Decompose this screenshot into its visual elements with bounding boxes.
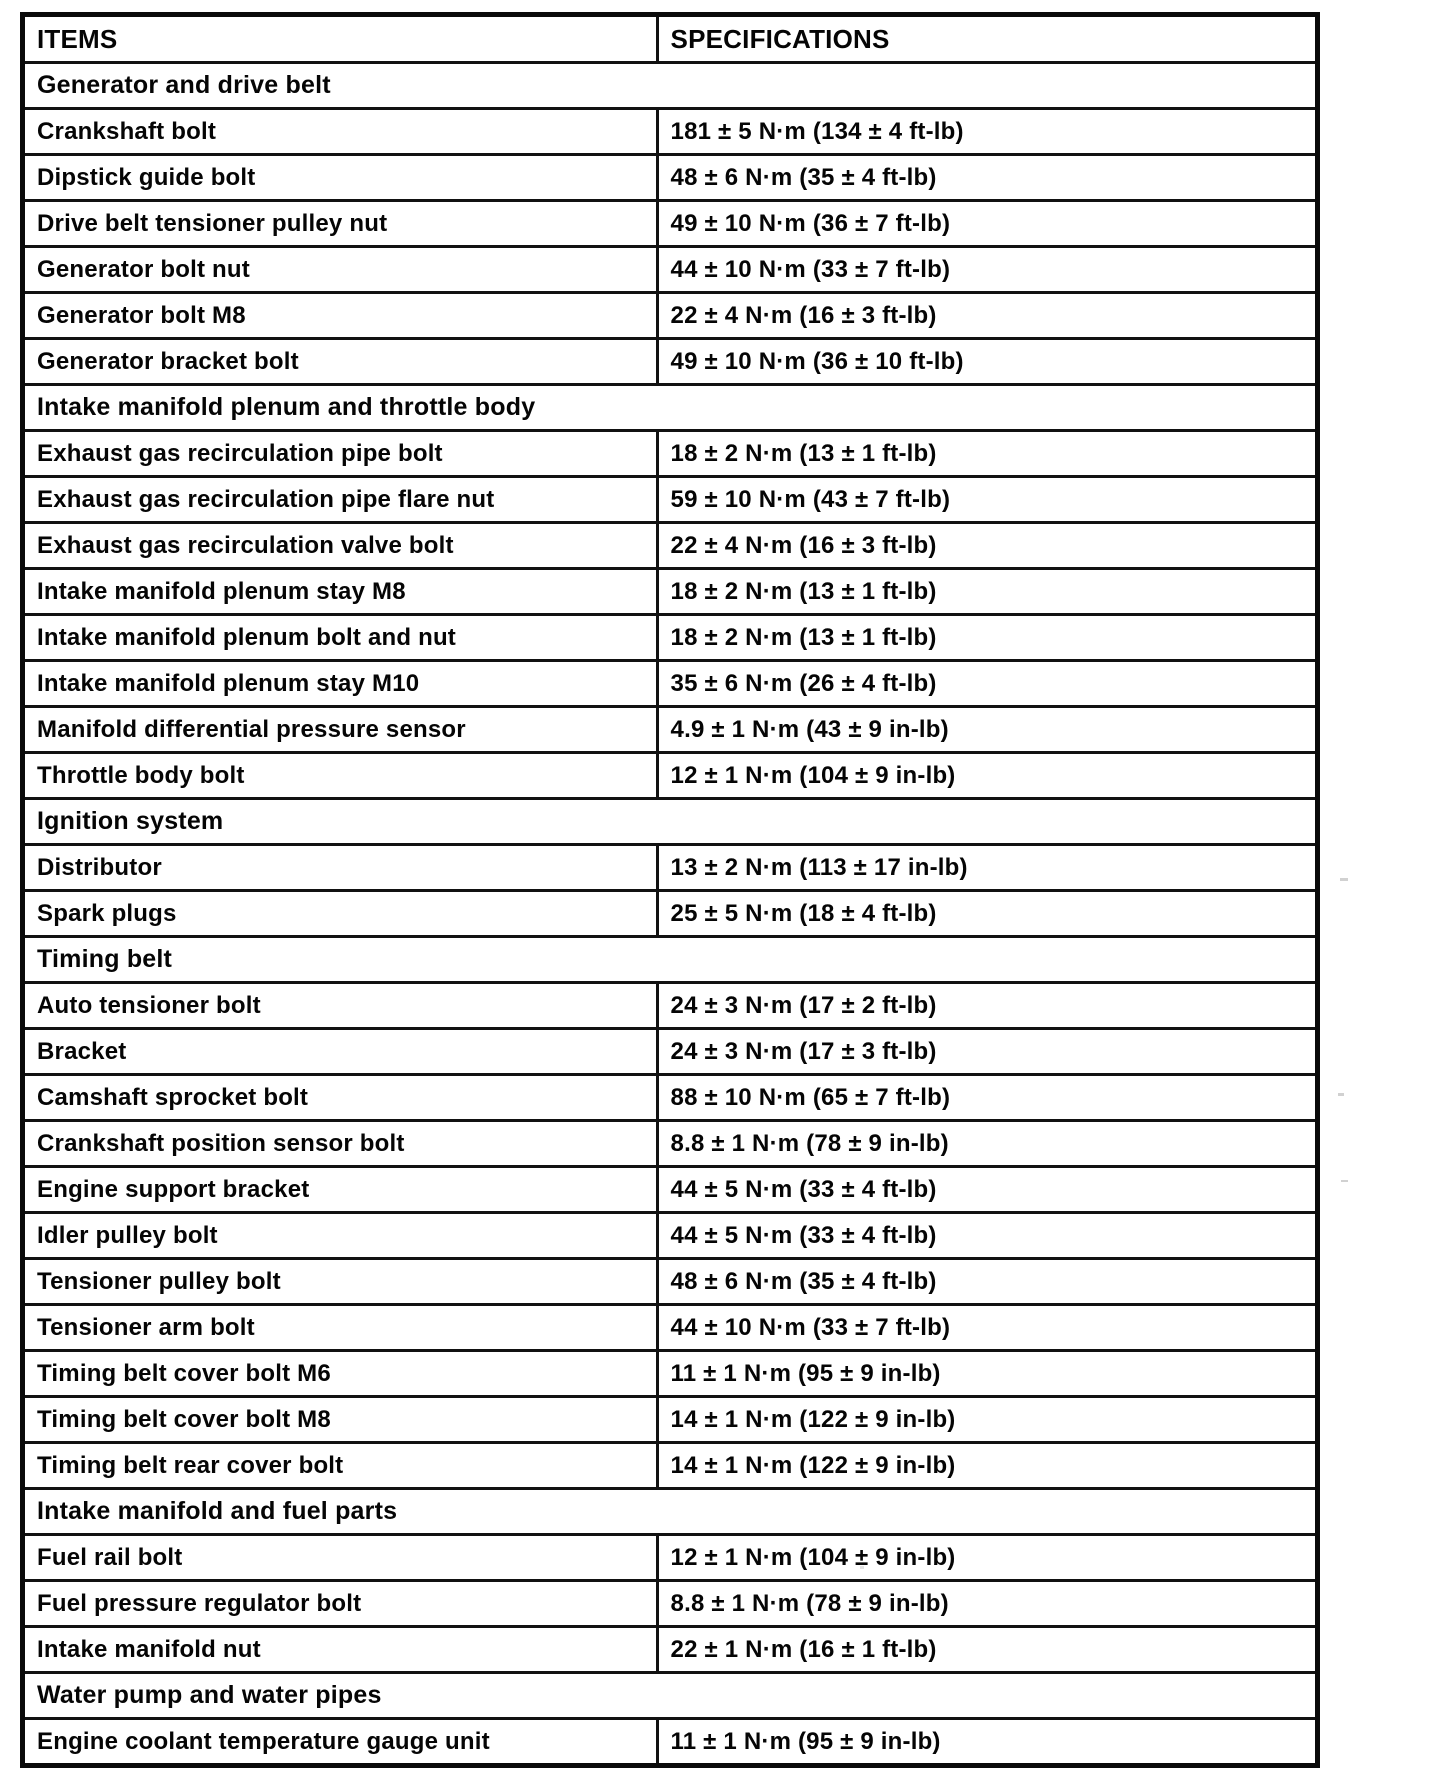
table-row [23, 1213, 1318, 1259]
spec-cell: 12 ± 1 N·m (104 ± 9 in-lb) [657, 1535, 1317, 1581]
section-title: Generator and drive belt [23, 63, 1318, 109]
table-row [23, 247, 1318, 293]
spec-cell: 24 ± 3 N·m (17 ± 2 ft-lb) [657, 983, 1317, 1029]
spec-cell: 25 ± 5 N·m (18 ± 4 ft-lb) [657, 891, 1317, 937]
item-cell: Intake manifold plenum stay M8 [23, 569, 658, 615]
table-row [23, 661, 1318, 707]
header-row [23, 15, 1318, 63]
item-cell: Timing belt cover bolt M8 [23, 1397, 658, 1443]
item-cell: Generator bolt M8 [23, 293, 658, 339]
spec-cell: 18 ± 2 N·m (13 ± 1 ft-lb) [657, 569, 1317, 615]
item-cell: Spark plugs [23, 891, 658, 937]
item-cell: Engine coolant temperature gauge unit [23, 1719, 658, 1766]
spec-cell: 8.8 ± 1 N·m (78 ± 9 in-lb) [657, 1581, 1317, 1627]
table-header [23, 15, 1318, 63]
table-row [23, 707, 1318, 753]
spec-cell: 11 ± 1 N·m (95 ± 9 in-lb) [657, 1351, 1317, 1397]
table-row [23, 753, 1318, 799]
item-cell: Timing belt cover bolt M6 [23, 1351, 658, 1397]
item-cell: Manifold differential pressure sensor [23, 707, 658, 753]
item-cell: Intake manifold nut [23, 1627, 658, 1673]
table-row [23, 155, 1318, 201]
item-cell: Tensioner arm bolt [23, 1305, 658, 1351]
section-title: Intake manifold plenum and throttle body [23, 385, 1318, 431]
item-cell: Exhaust gas recirculation valve bolt [23, 523, 658, 569]
table-row [23, 1719, 1318, 1766]
table-row [23, 293, 1318, 339]
spec-cell: 35 ± 6 N·m (26 ± 4 ft-lb) [657, 661, 1317, 707]
spec-cell: 59 ± 10 N·m (43 ± 7 ft-lb) [657, 477, 1317, 523]
document-page [20, 12, 1320, 1768]
item-cell: Idler pulley bolt [23, 1213, 658, 1259]
items-column-header: ITEMS [23, 15, 658, 63]
table-row [23, 201, 1318, 247]
scan-artifact [860, 1566, 864, 1569]
spec-cell: 44 ± 5 N·m (33 ± 4 ft-lb) [657, 1213, 1317, 1259]
spec-cell: 18 ± 2 N·m (13 ± 1 ft-lb) [657, 615, 1317, 661]
spec-cell: 18 ± 2 N·m (13 ± 1 ft-lb) [657, 431, 1317, 477]
item-cell: Bracket [23, 1029, 658, 1075]
spec-cell: 22 ± 1 N·m (16 ± 1 ft-lb) [657, 1627, 1317, 1673]
table-row [23, 1443, 1318, 1489]
item-cell: Intake manifold plenum stay M10 [23, 661, 658, 707]
specifications-column-header: SPECIFICATIONS [657, 15, 1317, 63]
table-row [23, 615, 1318, 661]
section-title: Intake manifold and fuel parts [23, 1489, 1318, 1535]
section-header-row [23, 937, 1318, 983]
spec-cell: 44 ± 5 N·m (33 ± 4 ft-lb) [657, 1167, 1317, 1213]
table-row [23, 1167, 1318, 1213]
section-title: Timing belt [23, 937, 1318, 983]
item-cell: Crankshaft position sensor bolt [23, 1121, 658, 1167]
section-header-row [23, 1489, 1318, 1535]
item-cell: Crankshaft bolt [23, 109, 658, 155]
table-row [23, 983, 1318, 1029]
spec-cell: 48 ± 6 N·m (35 ± 4 ft-lb) [657, 155, 1317, 201]
table-row [23, 1075, 1318, 1121]
spec-cell: 24 ± 3 N·m (17 ± 3 ft-lb) [657, 1029, 1317, 1075]
item-cell: Generator bolt nut [23, 247, 658, 293]
table-row [23, 1029, 1318, 1075]
torque-spec-table [20, 12, 1320, 1768]
spec-cell: 88 ± 10 N·m (65 ± 7 ft-lb) [657, 1075, 1317, 1121]
item-cell: Fuel pressure regulator bolt [23, 1581, 658, 1627]
item-cell: Fuel rail bolt [23, 1535, 658, 1581]
section-header-row [23, 799, 1318, 845]
spec-cell: 11 ± 1 N·m (95 ± 9 in-lb) [657, 1719, 1317, 1766]
table-row [23, 339, 1318, 385]
table-row [23, 431, 1318, 477]
spec-cell: 49 ± 10 N·m (36 ± 7 ft-lb) [657, 201, 1317, 247]
table-row [23, 1351, 1318, 1397]
spec-cell: 22 ± 4 N·m (16 ± 3 ft-lb) [657, 293, 1317, 339]
scan-artifact [1340, 878, 1348, 881]
item-cell: Generator bracket bolt [23, 339, 658, 385]
table-row [23, 1259, 1318, 1305]
table-row [23, 523, 1318, 569]
spec-cell: 14 ± 1 N·m (122 ± 9 in-lb) [657, 1397, 1317, 1443]
table-row [23, 845, 1318, 891]
section-header-row [23, 1673, 1318, 1719]
table-row [23, 891, 1318, 937]
table-row [23, 477, 1318, 523]
table-row [23, 1535, 1318, 1581]
spec-cell: 13 ± 2 N·m (113 ± 17 in-lb) [657, 845, 1317, 891]
scan-artifact [1341, 1180, 1348, 1182]
scan-artifact [1338, 1093, 1344, 1096]
spec-cell: 181 ± 5 N·m (134 ± 4 ft-lb) [657, 109, 1317, 155]
table-row [23, 109, 1318, 155]
table-row [23, 1305, 1318, 1351]
item-cell: Engine support bracket [23, 1167, 658, 1213]
spec-cell: 48 ± 6 N·m (35 ± 4 ft-lb) [657, 1259, 1317, 1305]
spec-cell: 12 ± 1 N·m (104 ± 9 in-lb) [657, 753, 1317, 799]
section-title: Water pump and water pipes [23, 1673, 1318, 1719]
spec-cell: 4.9 ± 1 N·m (43 ± 9 in-lb) [657, 707, 1317, 753]
item-cell: Exhaust gas recirculation pipe flare nut [23, 477, 658, 523]
item-cell: Exhaust gas recirculation pipe bolt [23, 431, 658, 477]
item-cell: Drive belt tensioner pulley nut [23, 201, 658, 247]
spec-cell: 44 ± 10 N·m (33 ± 7 ft-lb) [657, 247, 1317, 293]
spec-cell: 14 ± 1 N·m (122 ± 9 in-lb) [657, 1443, 1317, 1489]
item-cell: Timing belt rear cover bolt [23, 1443, 658, 1489]
table-row [23, 569, 1318, 615]
spec-cell: 44 ± 10 N·m (33 ± 7 ft-lb) [657, 1305, 1317, 1351]
item-cell: Camshaft sprocket bolt [23, 1075, 658, 1121]
section-header-row [23, 385, 1318, 431]
spec-cell: 49 ± 10 N·m (36 ± 10 ft-lb) [657, 339, 1317, 385]
section-header-row [23, 63, 1318, 109]
table-row [23, 1581, 1318, 1627]
table-row [23, 1121, 1318, 1167]
table-row [23, 1627, 1318, 1673]
spec-cell: 8.8 ± 1 N·m (78 ± 9 in-lb) [657, 1121, 1317, 1167]
item-cell: Throttle body bolt [23, 753, 658, 799]
item-cell: Tensioner pulley bolt [23, 1259, 658, 1305]
item-cell: Dipstick guide bolt [23, 155, 658, 201]
item-cell: Auto tensioner bolt [23, 983, 658, 1029]
spec-cell: 22 ± 4 N·m (16 ± 3 ft-lb) [657, 523, 1317, 569]
section-title: Ignition system [23, 799, 1318, 845]
table-row [23, 1397, 1318, 1443]
item-cell: Distributor [23, 845, 658, 891]
item-cell: Intake manifold plenum bolt and nut [23, 615, 658, 661]
table-body [23, 63, 1318, 1766]
